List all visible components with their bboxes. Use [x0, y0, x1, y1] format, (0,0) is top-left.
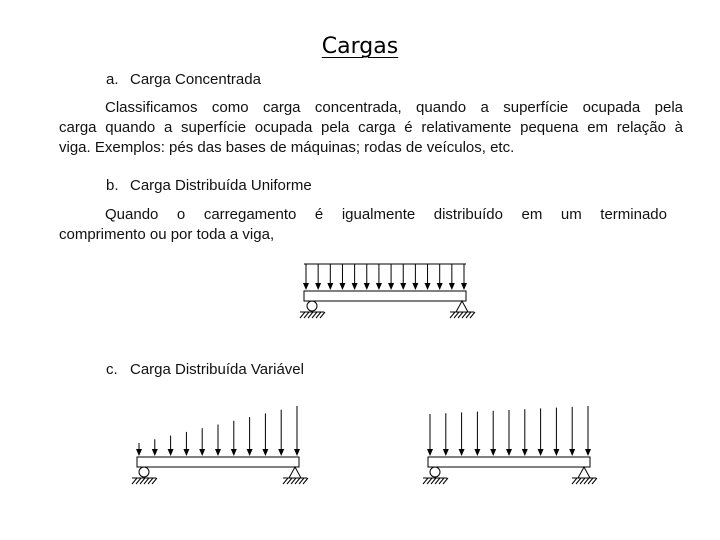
- section-a-paragraph: [59, 98, 683, 158]
- load-arrow: [427, 414, 433, 456]
- load-arrow: [388, 264, 394, 290]
- load-arrow: [459, 412, 465, 456]
- increasing-load-beam-figure: [125, 400, 320, 495]
- load-arrow: [247, 417, 253, 456]
- load-arrow: [352, 264, 358, 290]
- section-b-title: Carga Distribuída Uniforme: [130, 177, 312, 194]
- trapezoidal-load-beam-figure: [418, 400, 613, 495]
- load-arrow: [585, 406, 591, 456]
- load-arrow: [168, 436, 174, 456]
- load-arrow: [412, 264, 418, 290]
- increasing-load-arrows: [136, 406, 300, 456]
- section-b-heading: [106, 177, 312, 194]
- beam: [428, 457, 590, 467]
- section-c-title: Carga Distribuída Variável: [130, 361, 304, 378]
- load-arrow: [569, 407, 575, 456]
- roller-support: [132, 467, 157, 484]
- section-c-marker: c.: [106, 361, 118, 378]
- section-a-marker: a.: [106, 71, 119, 88]
- uniform-load-beam-figure: [290, 255, 490, 325]
- load-arrow: [376, 264, 382, 290]
- load-arrow: [315, 264, 321, 290]
- load-arrow: [152, 439, 158, 456]
- section-b-paragraph: [59, 205, 667, 245]
- load-arrow: [461, 264, 467, 290]
- load-arrow: [231, 421, 237, 456]
- load-arrow: [400, 264, 406, 290]
- section-b-line-1: Quando o carregamento é igualmente distribuído em um terminado: [105, 206, 667, 223]
- section-a-line-2: carga quando a superfície ocupada pela carga é relativamente pequena em relação à: [59, 119, 683, 136]
- load-arrow: [215, 425, 221, 457]
- load-arrow: [538, 408, 544, 456]
- load-arrow: [364, 264, 370, 290]
- roller-support: [300, 301, 325, 318]
- load-arrow: [262, 413, 268, 456]
- section-a-title: Carga Concentrada: [130, 71, 261, 88]
- section-a-line-1: Classificamos como carga concentrada, quando a superfície ocupada pela: [105, 99, 683, 116]
- trapezoidal-load-arrows: [427, 406, 591, 456]
- load-arrow: [449, 264, 455, 290]
- pin-support: [283, 467, 308, 484]
- load-arrow: [327, 264, 333, 290]
- beam: [304, 291, 466, 301]
- pin-support: [450, 301, 475, 318]
- load-arrow: [199, 428, 205, 456]
- roller-support: [423, 467, 448, 484]
- beam: [137, 457, 299, 467]
- load-arrow: [506, 410, 512, 456]
- load-arrow: [474, 412, 480, 456]
- load-arrow: [443, 413, 449, 456]
- section-c-heading: [106, 361, 304, 378]
- load-arrow: [553, 408, 559, 456]
- load-arrow: [522, 409, 528, 456]
- load-arrow: [278, 410, 284, 456]
- section-a-line-3: viga. Exemplos: pés das bases de máquinas; rodas de veículos, etc.: [59, 139, 515, 156]
- load-arrow: [183, 432, 189, 456]
- load-arrow: [294, 406, 300, 456]
- load-arrow: [437, 264, 443, 290]
- section-b-line-2: comprimento ou por toda a viga,: [59, 226, 275, 243]
- load-arrow: [490, 411, 496, 456]
- page-title: Cargas: [321, 34, 399, 59]
- section-a-heading: [106, 71, 261, 88]
- section-b-marker: b.: [106, 177, 119, 194]
- load-arrow: [425, 264, 431, 290]
- load-arrow: [339, 264, 345, 290]
- load-arrow: [136, 443, 142, 456]
- load-arrow: [303, 264, 309, 290]
- uniform-load-arrows: [303, 264, 467, 290]
- pin-support: [572, 467, 597, 484]
